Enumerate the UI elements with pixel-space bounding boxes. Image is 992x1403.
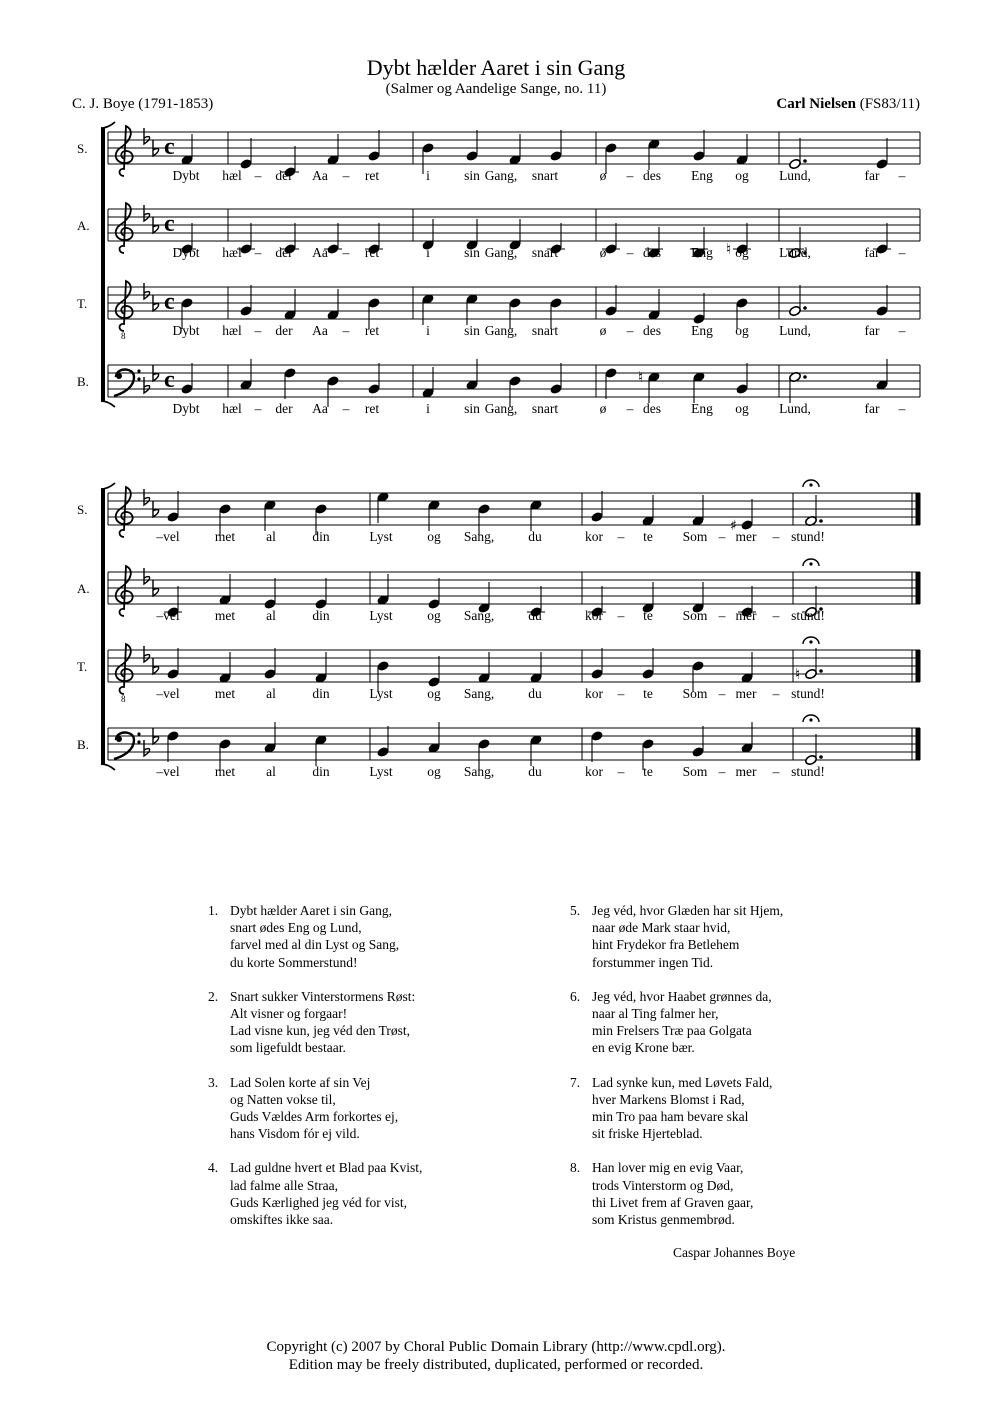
lyric-syllable: –: [254, 323, 262, 338]
lyric-syllable: des: [643, 401, 661, 416]
augmentation-dot: [819, 519, 823, 523]
lyric-syllable: Eng: [691, 323, 713, 338]
lyric-syllable: kor: [585, 764, 603, 779]
lyric-syllable: Som: [682, 529, 708, 544]
lyric-syllable: der: [275, 168, 293, 183]
lyric-syllable: sin: [464, 401, 480, 416]
bass-clef-dot: [137, 732, 140, 735]
lyric-syllable: sin: [464, 245, 480, 260]
lyric-syllable: –: [342, 168, 350, 183]
verse-line: Jeg véd, hvor Glæden har sit Hjem,: [592, 903, 784, 918]
treble-clef-icon: [116, 126, 133, 176]
bass-clef-dot: [137, 740, 140, 743]
lyric-syllable: –: [626, 168, 634, 183]
verse-line: min Frelsers Træ paa Golgata: [592, 1023, 752, 1039]
lyric-syllable: og: [735, 401, 749, 416]
verse-line: snart ødes Eng og Lund,: [230, 920, 362, 936]
verse-6: [570, 988, 783, 1057]
lyric-syllable: du: [528, 764, 542, 779]
lyric-syllable: ret: [364, 168, 380, 183]
lyric-syllable: Som: [682, 608, 708, 623]
lyric-syllable: Aa: [312, 245, 328, 260]
treble-clef-icon: [116, 566, 133, 616]
lyric-syllable: –vel: [156, 529, 180, 544]
lyric-syllable: Aa: [312, 401, 328, 416]
lyric-syllable: og: [427, 686, 441, 701]
fermata-dot: [809, 483, 812, 486]
verse-line: Alt visner og forgaar!: [230, 1006, 348, 1022]
voice-label: S.: [77, 502, 88, 517]
lyric-syllable: –: [254, 168, 262, 183]
lyric-syllable: –: [342, 323, 350, 338]
verse-line: naar øde Mark staar hvid,: [592, 920, 731, 936]
verse-line: lad falme alle Straa,: [230, 1177, 338, 1193]
lyric-syllable: far: [864, 401, 880, 416]
verse-line: Guds Kærlighed jeg véd for vist,: [230, 1194, 407, 1210]
bass-clef-dot: [137, 369, 140, 372]
voice-label: B.: [77, 374, 89, 389]
verse-number: 3.: [208, 1074, 219, 1090]
copyright-line: Edition may be freely distributed, duplicated, performed or recorded.: [288, 1357, 704, 1373]
lyric-syllable: der: [275, 323, 293, 338]
lyric-syllable: stund!: [791, 529, 825, 544]
augmentation-dot: [819, 755, 823, 759]
bass-clef-icon: [114, 370, 134, 397]
lyric-syllable: i: [426, 323, 430, 338]
lyric-syllable: –: [342, 401, 350, 416]
flat-sign: [144, 128, 150, 144]
lyric-syllable: mer: [735, 686, 757, 701]
lyric-syllable: Sang,: [463, 686, 495, 701]
verse-number: 8.: [570, 1160, 581, 1176]
fermata-dot: [809, 718, 812, 721]
lyric-syllable: sin: [464, 323, 480, 338]
treble-clef-icon: [116, 203, 133, 253]
octave-marker: 8: [121, 331, 126, 341]
flat-sign: [144, 489, 150, 505]
lyric-syllable: i: [426, 168, 430, 183]
lyric-syllable: –: [254, 245, 262, 260]
lyric-syllable: mer: [735, 764, 757, 779]
lyric-syllable: din: [312, 764, 330, 779]
sharp-sign: ♯: [730, 518, 737, 534]
flat-sign: [144, 283, 150, 299]
lyric-syllable: far: [864, 245, 880, 260]
lyric-syllable: –: [718, 764, 726, 779]
lyric-syllable: te: [643, 608, 653, 623]
lyric-syllable: stund!: [791, 686, 825, 701]
verse-line: thi Livet frem af Graven gaar,: [592, 1194, 754, 1210]
lyric-syllable: met: [214, 686, 236, 701]
lyric-syllable: du: [528, 686, 542, 701]
verse-line: Han lover mig en evig Vaar,: [592, 1160, 744, 1176]
lyric-syllable: –: [617, 686, 625, 701]
augmentation-dot: [819, 669, 823, 673]
lyric-syllable: stund!: [791, 764, 825, 779]
lyric-syllable: ø: [599, 323, 607, 338]
composer-name: Carl Nielsen: [776, 96, 856, 112]
lyric-syllable: Sang,: [463, 764, 495, 779]
lyric-syllable: –: [898, 168, 906, 183]
lyric-syllable: Sang,: [463, 608, 495, 623]
lyric-syllable: ret: [364, 401, 380, 416]
natural-sign: ♮: [795, 665, 801, 683]
verses-right-column: [570, 902, 783, 1245]
lyric-syllable: te: [643, 529, 653, 544]
lyric-syllable: –: [617, 608, 625, 623]
lyric-syllable: te: [643, 686, 653, 701]
verse-5: [570, 902, 783, 971]
augmentation-dot: [803, 306, 807, 310]
lyric-syllable: al: [266, 608, 276, 623]
lyric-syllable: hæl: [222, 168, 242, 183]
lyric-syllable: din: [312, 608, 330, 623]
augmentation-dot: [803, 159, 807, 163]
verse-line: som Kristus genmembrød.: [592, 1212, 735, 1228]
lyric-syllable: far: [864, 168, 880, 183]
lyric-syllable: Lund,: [779, 401, 811, 416]
lyric-syllable: Gang,: [484, 401, 518, 416]
lyric-syllable: Lund,: [779, 245, 811, 260]
lyric-syllable: og: [735, 245, 749, 260]
verse-line: Lad visne kun, jeg véd den Trøst,: [230, 1023, 410, 1039]
lyric-syllable: –: [772, 686, 780, 701]
lyric-syllable: og: [427, 608, 441, 623]
verse-number: 6.: [570, 988, 581, 1004]
lyric-syllable: –: [898, 245, 906, 260]
lyric-syllable: Lyst: [369, 764, 393, 779]
lyric-syllable: og: [427, 529, 441, 544]
lyric-syllable: far: [864, 323, 880, 338]
treble-clef-icon: [116, 281, 133, 331]
augmentation-dot: [803, 375, 807, 379]
poet-credit: C. J. Boye (1791-1853): [72, 96, 214, 112]
treble-clef-icon: [116, 487, 133, 537]
lyric-syllable: –: [772, 529, 780, 544]
bass-clef-dot: [137, 377, 140, 380]
lyric-syllable: kor: [585, 686, 603, 701]
bass-clef-dot: [116, 373, 122, 379]
lyric-syllable: kor: [585, 608, 603, 623]
voice-label: A.: [77, 581, 90, 596]
lyric-syllable: Dybt: [172, 168, 200, 183]
lyric-syllable: din: [312, 686, 330, 701]
bracket-hook: [101, 483, 115, 489]
lyric-syllable: te: [643, 764, 653, 779]
verse-4: [208, 1159, 422, 1228]
verses-left-column: [208, 902, 422, 1245]
verse-line: hver Markens Blomst i Rad,: [592, 1091, 745, 1107]
lyric-syllable: hæl: [222, 323, 242, 338]
verse-line: Snart sukker Vinterstormens Røst:: [230, 988, 416, 1004]
natural-sign: ♮: [638, 368, 644, 386]
verse-line: min Tro paa ham bevare skal: [592, 1109, 749, 1125]
lyric-syllable: ø: [599, 401, 607, 416]
lyric-syllable: og: [735, 323, 749, 338]
lyric-syllable: og: [735, 168, 749, 183]
lyric-syllable: Sang,: [463, 529, 495, 544]
lyric-syllable: Som: [682, 764, 708, 779]
copyright-notice: [0, 1338, 992, 1374]
verse-line: naar al Ting falmer her,: [592, 1006, 719, 1022]
lyric-syllable: al: [266, 764, 276, 779]
verse-line: forstummer ingen Tid.: [592, 954, 714, 970]
common-time-icon: c: [164, 134, 175, 160]
lyric-syllable: snart: [531, 401, 559, 416]
lyric-syllable: –: [898, 323, 906, 338]
verse-2: [208, 988, 422, 1057]
verse-3: [208, 1074, 422, 1143]
lyric-syllable: hæl: [222, 401, 242, 416]
bass-clef-icon: [114, 733, 134, 760]
verse-8: [570, 1159, 783, 1228]
lyric-syllable: og: [427, 764, 441, 779]
lyric-syllable: sin: [464, 168, 480, 183]
lyric-syllable: Dybt: [172, 401, 200, 416]
octave-marker: 8: [121, 694, 126, 704]
lyric-syllable: Gang,: [484, 168, 518, 183]
author-credit: Caspar Johannes Boye: [673, 1245, 796, 1260]
verse-line: sit friske Hjerteblad.: [592, 1126, 703, 1142]
lyric-syllable: –vel: [156, 764, 180, 779]
verse-line: trods Vinterstorm og Død,: [592, 1177, 734, 1193]
flat-sign: [144, 646, 150, 662]
lyric-syllable: –: [718, 686, 726, 701]
lyric-syllable: Eng: [691, 245, 713, 260]
verse-line: du korte Sommerstund!: [230, 954, 358, 970]
lyric-syllable: Dybt: [172, 245, 200, 260]
verse-line: Guds Vældes Arm forkortes ej,: [230, 1109, 399, 1125]
verse-line: hans Visdom fór ej vild.: [230, 1126, 360, 1142]
verse-line: Lad guldne hvert et Blad paa Kvist,: [230, 1160, 423, 1176]
lyric-syllable: stund!: [791, 608, 825, 623]
lyric-syllable: mer: [735, 608, 757, 623]
lyric-syllable: din: [312, 529, 330, 544]
lyric-syllable: –: [342, 245, 350, 260]
lyric-syllable: Gang,: [484, 245, 518, 260]
voice-label: B.: [77, 737, 89, 752]
lyric-syllable: des: [643, 168, 661, 183]
lyric-syllable: du: [528, 529, 542, 544]
verse-number: 7.: [570, 1074, 581, 1090]
lyric-syllable: snart: [531, 245, 559, 260]
lyric-syllable: ø: [599, 168, 607, 183]
lyric-syllable: Lyst: [369, 686, 393, 701]
lyric-syllable: i: [426, 245, 430, 260]
lyric-syllable: ret: [364, 323, 380, 338]
lyric-syllable: ret: [364, 245, 380, 260]
verse-line: Lad Solen korte af sin Vej: [230, 1074, 371, 1090]
verse-line: hint Frydekor fra Betlehem: [592, 937, 740, 953]
verse-line: som ligefuldt bestaar.: [230, 1040, 346, 1056]
verse-line: Lad synke kun, med Løvets Fald,: [592, 1074, 773, 1090]
verse-line: Dybt hælder Aaret i sin Gang,: [230, 903, 392, 918]
fermata-dot: [809, 562, 812, 565]
common-time-icon: c: [164, 367, 175, 393]
natural-sign: ♮: [726, 240, 732, 258]
lyric-syllable: Lyst: [369, 529, 393, 544]
lyric-syllable: du: [528, 608, 542, 623]
lyric-syllable: Aa: [312, 168, 328, 183]
flat-sign: [144, 205, 150, 221]
lyric-syllable: ø: [599, 245, 607, 260]
common-time-icon: c: [164, 289, 175, 315]
bracket-hook: [101, 764, 115, 770]
lyric-syllable: hæl: [222, 245, 242, 260]
lyric-syllable: des: [643, 245, 661, 260]
voice-label: T.: [77, 659, 88, 674]
voice-label: A.: [77, 218, 90, 233]
lyric-syllable: Aa: [312, 323, 328, 338]
lyric-syllable: Lyst: [369, 608, 393, 623]
fermata-dot: [809, 640, 812, 643]
lyric-syllable: des: [643, 323, 661, 338]
verse-1: [208, 902, 422, 971]
lyric-syllable: mer: [735, 529, 757, 544]
lyric-syllable: Lund,: [779, 323, 811, 338]
page-subtitle: (Salmer og Aandelige Sange, no. 11): [385, 81, 607, 97]
verse-line: omskiftes ikke saa.: [230, 1212, 334, 1228]
verse-line: farvel med al din Lyst og Sang,: [230, 937, 400, 953]
lyric-syllable: –: [898, 401, 906, 416]
lyric-syllable: i: [426, 401, 430, 416]
lyric-syllable: der: [275, 401, 293, 416]
lyric-syllable: snart: [531, 323, 559, 338]
flat-sign: [144, 740, 150, 756]
lyric-syllable: Gang,: [484, 323, 518, 338]
lyric-syllable: –: [772, 608, 780, 623]
lyric-syllable: –: [626, 323, 634, 338]
verse-line: en evig Krone bær.: [592, 1040, 695, 1056]
verse-7: [570, 1074, 783, 1143]
lyric-syllable: met: [214, 529, 236, 544]
lyric-syllable: Som: [682, 686, 708, 701]
bracket-hook: [101, 122, 115, 128]
lyric-syllable: –: [254, 401, 262, 416]
lyric-syllable: –: [626, 245, 634, 260]
lyric-syllable: Eng: [691, 168, 713, 183]
voice-label: T.: [77, 296, 88, 311]
flat-sign: [144, 377, 150, 393]
lyric-syllable: Lund,: [779, 168, 811, 183]
lyric-syllable: snart: [531, 168, 559, 183]
verse-number: 1.: [208, 903, 219, 918]
lyric-syllable: kor: [585, 529, 603, 544]
verse-number: 4.: [208, 1160, 219, 1176]
verse-line: og Natten vokse til,: [230, 1091, 336, 1107]
copyright-line: Copyright (c) 2007 by Choral Public Domain Library (http://www.cpdl.org).: [266, 1339, 726, 1355]
lyric-syllable: –: [718, 608, 726, 623]
lyric-syllable: –vel: [156, 686, 180, 701]
verse-number: 2.: [208, 988, 219, 1004]
lyric-syllable: met: [214, 764, 236, 779]
lyric-syllable: Dybt: [172, 323, 200, 338]
lyric-syllable: met: [214, 608, 236, 623]
composer-catalog: (FS83/11): [859, 96, 920, 112]
lyric-syllable: der: [275, 245, 293, 260]
treble-clef-icon: [116, 644, 133, 694]
bass-clef-dot: [116, 736, 122, 742]
lyric-syllable: –: [626, 401, 634, 416]
lyric-syllable: –vel: [156, 608, 180, 623]
lyric-syllable: Eng: [691, 401, 713, 416]
lyric-syllable: –: [617, 764, 625, 779]
lyric-syllable: –: [617, 529, 625, 544]
verse-number: 5.: [570, 903, 581, 918]
page-title: Dybt hælder Aaret i sin Gang: [366, 55, 626, 80]
lyric-syllable: al: [266, 686, 276, 701]
lyric-syllable: –: [772, 764, 780, 779]
verse-line: Jeg véd, hvor Haabet grønnes da,: [592, 988, 772, 1004]
flat-sign: [144, 568, 150, 584]
lyric-syllable: al: [266, 529, 276, 544]
common-time-icon: c: [164, 211, 175, 237]
lyric-syllable: –: [718, 529, 726, 544]
voice-label: S.: [77, 141, 88, 156]
bracket-hook: [101, 401, 115, 407]
